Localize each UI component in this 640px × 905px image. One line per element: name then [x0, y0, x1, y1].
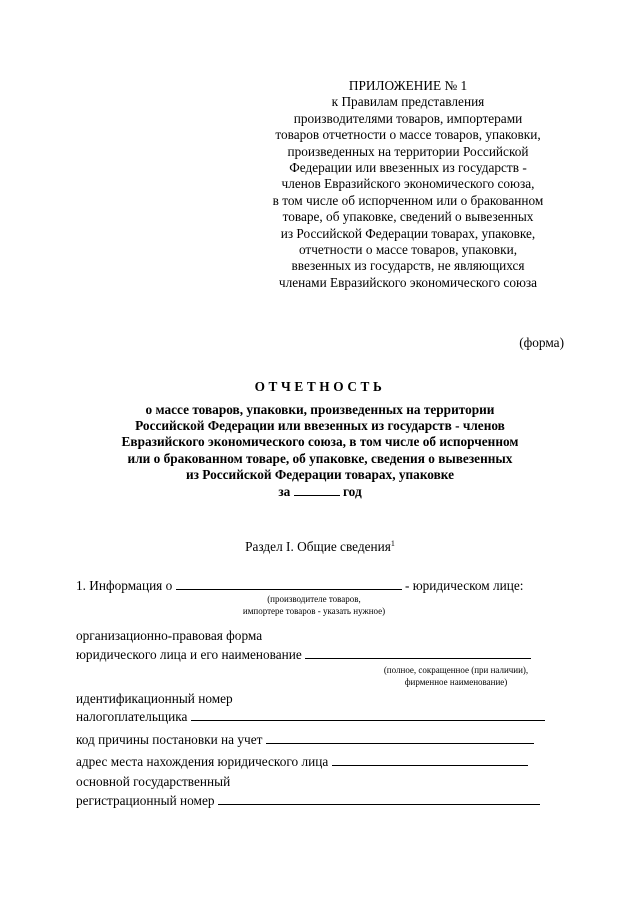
hint-line: (производителе товаров, — [267, 594, 361, 604]
subtitle-line: Евразийского экономического союза, в том числе об испорченном — [121, 434, 519, 450]
form-label: (форма) — [519, 335, 564, 350]
info-field[interactable] — [176, 577, 402, 590]
kpp-field[interactable] — [266, 731, 534, 744]
inn-field[interactable] — [191, 708, 545, 721]
appendix-line: производителями товаров, импортерами — [293, 110, 523, 126]
hint-line: (полное, сокращенное (при наличии), — [383, 665, 529, 675]
appendix-line: ПРИЛОЖЕНИЕ № 1 — [348, 78, 468, 93]
org-form-label-line2: юридического лица и его наименование — [76, 647, 302, 662]
section-title — [0, 539, 640, 555]
ogrn-label-line2: регистрационный номер — [76, 793, 215, 808]
appendix-line: из Российской Федерации товарах, упаковке, — [280, 225, 536, 241]
appendix-line: членами Евразийского экономического союза — [278, 274, 538, 290]
subtitle-line: или о бракованном товаре, об упаковке, сведения о вывезенных — [127, 450, 513, 466]
inn-label-line2: налогоплательщика — [76, 709, 188, 724]
ogrn-row — [76, 792, 540, 808]
info-hint — [196, 594, 432, 617]
year-line — [0, 483, 640, 500]
ogrn-field[interactable] — [218, 792, 540, 805]
kpp-label: код причины постановки на учет — [76, 732, 263, 747]
appendix-line: отчетности о массе товаров, упаковки, — [298, 242, 518, 258]
subtitle-line: Российской Федерации или ввезенных из государств - членов — [135, 418, 505, 434]
appendix-line: в том числе об испорченном или о бракованном — [272, 192, 544, 208]
section-title-text: Раздел I. Общие сведения — [245, 539, 391, 554]
appendix-header — [236, 78, 580, 291]
kpp-row — [76, 731, 534, 747]
address-field[interactable] — [332, 753, 528, 766]
info-prefix: 1. Информация о — [76, 578, 173, 593]
year-suffix: год — [342, 484, 362, 500]
appendix-line: товаре, об упаковке, сведений о вывезенных — [282, 209, 534, 225]
ogrn-label-line1: основной государственный — [76, 774, 231, 789]
appendix-line: ввезенных из государств, не являющихся — [291, 258, 525, 274]
document-title: ОТЧЕТНОСТЬ — [254, 379, 386, 394]
subtitle-line: из Российской Федерации товарах, упаковке — [185, 466, 455, 482]
subtitle-line: о массе товаров, упаковки, произведенных на территории — [145, 402, 495, 417]
inn-row — [76, 708, 545, 724]
footnote-marker: 1 — [390, 539, 395, 548]
hint-line: фирменное наименование) — [404, 676, 508, 687]
appendix-line: Федерации или ввезенных из государств - — [289, 160, 527, 176]
address-row — [76, 753, 528, 769]
org-form-hint — [346, 665, 566, 688]
appendix-line: товаров отчетности о массе товаров, упаковки, — [275, 127, 541, 143]
appendix-line: произведенных на территории Российской — [287, 143, 529, 159]
appendix-line: членов Евразийского экономического союза, — [281, 176, 535, 192]
hint-line: импортере товаров - указать нужное) — [242, 605, 386, 616]
org-form-row — [76, 646, 531, 662]
document-subtitle — [0, 402, 640, 500]
org-form-field[interactable] — [305, 646, 531, 659]
year-prefix: за — [278, 484, 291, 500]
inn-label-line1: идентификационный номер — [76, 691, 233, 706]
info-row — [76, 577, 523, 593]
year-field[interactable] — [294, 483, 340, 496]
info-suffix: - юридическом лице: — [404, 578, 524, 593]
org-form-label-line1: организационно-правовая форма — [76, 628, 263, 643]
appendix-line: к Правилам представления — [331, 94, 485, 110]
address-label: адрес места нахождения юридического лица — [76, 754, 329, 769]
